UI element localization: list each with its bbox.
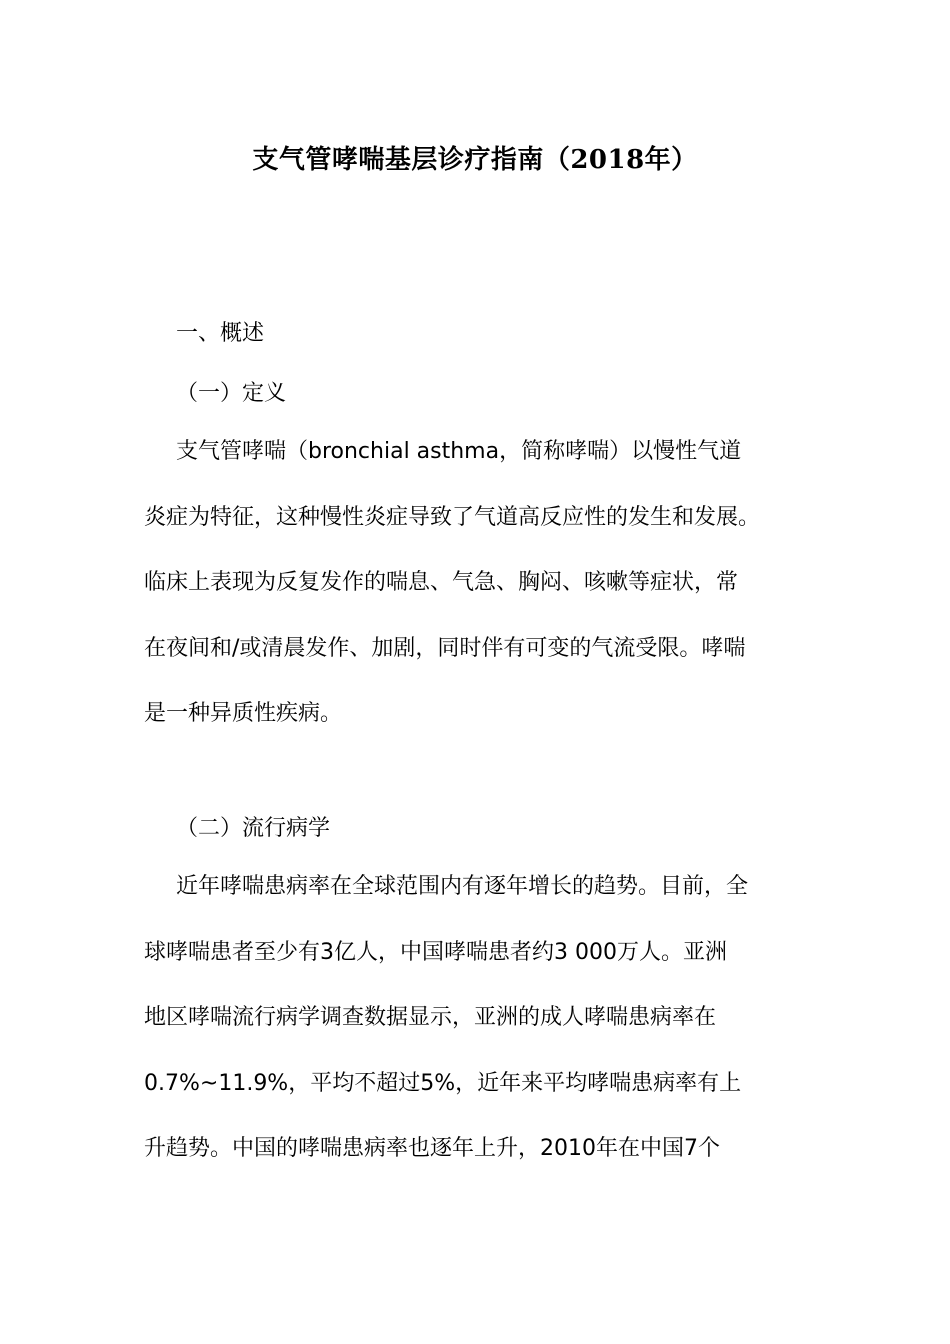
paragraph-line: 球哮喘患者至少有3亿人，中国哮喘患者约3 000万人。亚洲 (144, 939, 727, 965)
paragraph-line: 临床上表现为反复发作的喘息、气急、胸闷、咳嗽等症状，常 (144, 570, 739, 595)
paragraph-line: 地区哮喘流行病学调查数据显示，亚洲的成人哮喘患病率在 (144, 1005, 717, 1030)
paragraph-line: 炎症为特征，这种慢性炎症导致了气道高反应性的发生和发展。 (144, 504, 761, 530)
document-title: 支气管哮喘基层诊疗指南（2018年） (252, 145, 698, 175)
paragraph-line: 支气管哮喘（bronchial asthma，简称哮喘）以慢性气道 (176, 439, 742, 464)
paragraph-line: 是一种异质性疾病。 (144, 701, 343, 726)
paragraph-line: 升趋势。中国的哮喘患病率也逐年上升，2010年在中国7个 (144, 1136, 720, 1161)
definition-paragraph (144, 436, 816, 764)
epidemiology-paragraph (144, 871, 816, 1199)
paragraph-line: 近年哮喘患病率在全球范围内有逐年增长的趋势。目前，全 (176, 874, 749, 899)
subsection-heading-epidemiology: （二）流行病学 (176, 816, 331, 841)
paragraph-line: 0.7%~11.9%，平均不超过5%，近年来平均哮喘患病率有上 (144, 1070, 742, 1096)
paragraph-line: 在夜间和/或清晨发作、加剧，同时伴有可变的气流受限。哮喘 (144, 635, 746, 661)
subsection-heading-definition: （一）定义 (176, 381, 287, 406)
section-heading-overview: 一、概述 (176, 321, 265, 346)
